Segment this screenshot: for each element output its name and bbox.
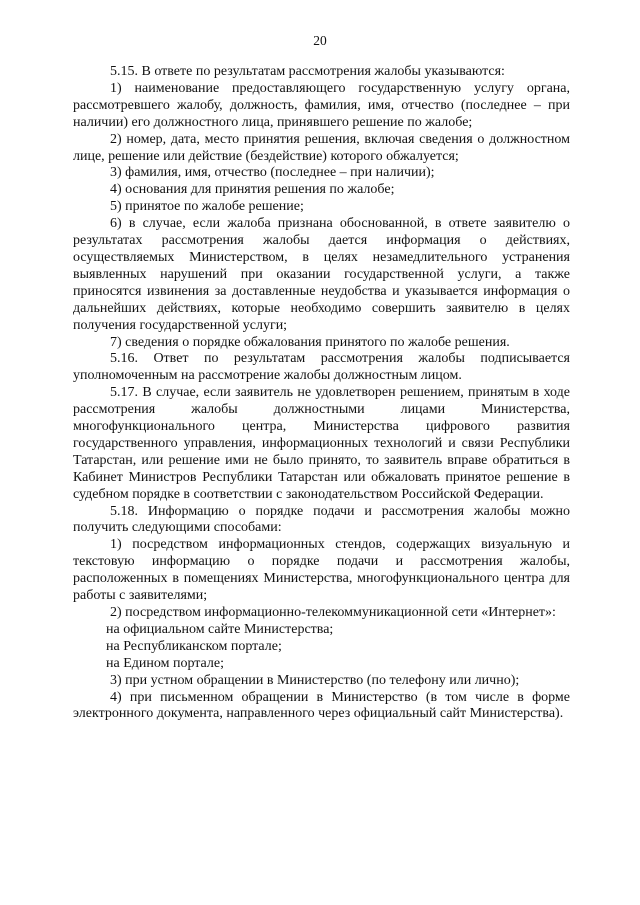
paragraph-5-15-item-1: 1) наименование предоставляющего государственную услугу органа, рассмотревшего жалобу, должность, фамилия, имя, отчество (последнее – при наличии) его должностного лица, принявшего решение по жалобе; xyxy=(73,80,570,130)
paragraph-5-18-item-3: 3) при устном обращении в Министерство (по телефону или лично); xyxy=(110,672,520,688)
paragraph-5-15-item-5: 5) принятое по жалобе решение; xyxy=(110,199,304,215)
paragraph-5-15-item-3: 3) фамилия, имя, отчество (последнее – при наличии); xyxy=(110,165,435,181)
paragraph-5-18-item-2-official-site: на официальном сайте Министерства; xyxy=(106,621,334,637)
paragraph-5-18-item-1: 1) посредством информационных стендов, содержащих визуальную и текстовую информацию о порядке подачи и рассмотрения жалобы, расположенных в помещениях Министерства, многофункционального центра для работы с заявителями; xyxy=(73,537,570,604)
paragraph-5-18-item-2: 2) посредством информационно-телекоммуникационной сети «Интернет»: xyxy=(110,605,556,620)
paragraph-5-18-item-2-unified-portal: на Едином портале; xyxy=(106,655,224,671)
paragraph-5-17: 5.17. В случае, если заявитель не удовлетворен решением, принятым в ходе рассмотрения жалобы должностными лицами Министерства, многофункционального центра, Министерства цифрового развития государственного управления, информационных технологий и связи Республики Татарстан, или решение ими не было принято, то заявитель вправе обратиться в Кабинет Министров Республики Татарстан или обжаловать принятое решение в судебном порядке в соответствии с законодательством Российской Федерации. xyxy=(73,385,570,502)
paragraph-5-18-item-4: 4) при письменном обращении в Министерство (в том числе в форме электронного документа, направленного через официальный сайт Министерства). xyxy=(73,689,570,722)
paragraph-5-18-item-2-republican-portal: на Республиканском портале; xyxy=(106,638,282,654)
paragraph-5-15: 5.15. В ответе по результатам рассмотрения жалобы указываются: xyxy=(110,64,505,79)
paragraph-5-15-item-6: 6) в случае, если жалоба признана обоснованной, в ответе заявителю о результатах рассмотрения жалобы дается информация о действиях, осуществляемых Министерством, в целях незамедлительного устранения выявленных нарушений при оказании государственной услуги, а также приносятся извинения за доставленные неудобства и указывается информация о дальнейших действиях, которые необходимо совершить заявителю в целях получения государственной услуги; xyxy=(73,216,570,333)
paragraph-5-16: 5.16. Ответ по результатам рассмотрения жалобы подписывается уполномоченным на рассмотрение жалобы должностным лицом. xyxy=(73,351,570,384)
paragraph-5-15-item-2: 2) номер, дата, место принятия решения, включая сведения о должностном лице, решение или действие (бездействие) которого обжалуется; xyxy=(73,131,570,164)
paragraph-5-18: 5.18. Информацию о порядке подачи и рассмотрения жалобы можно получить следующими способами: xyxy=(73,503,570,536)
paragraph-5-15-item-7: 7) сведения о порядке обжалования принятого по жалобе решения. xyxy=(110,334,510,350)
paragraph-5-15-item-4: 4) основания для принятия решения по жалобе; xyxy=(110,182,395,198)
page-number: 20 xyxy=(313,33,327,48)
document-body xyxy=(73,64,570,723)
